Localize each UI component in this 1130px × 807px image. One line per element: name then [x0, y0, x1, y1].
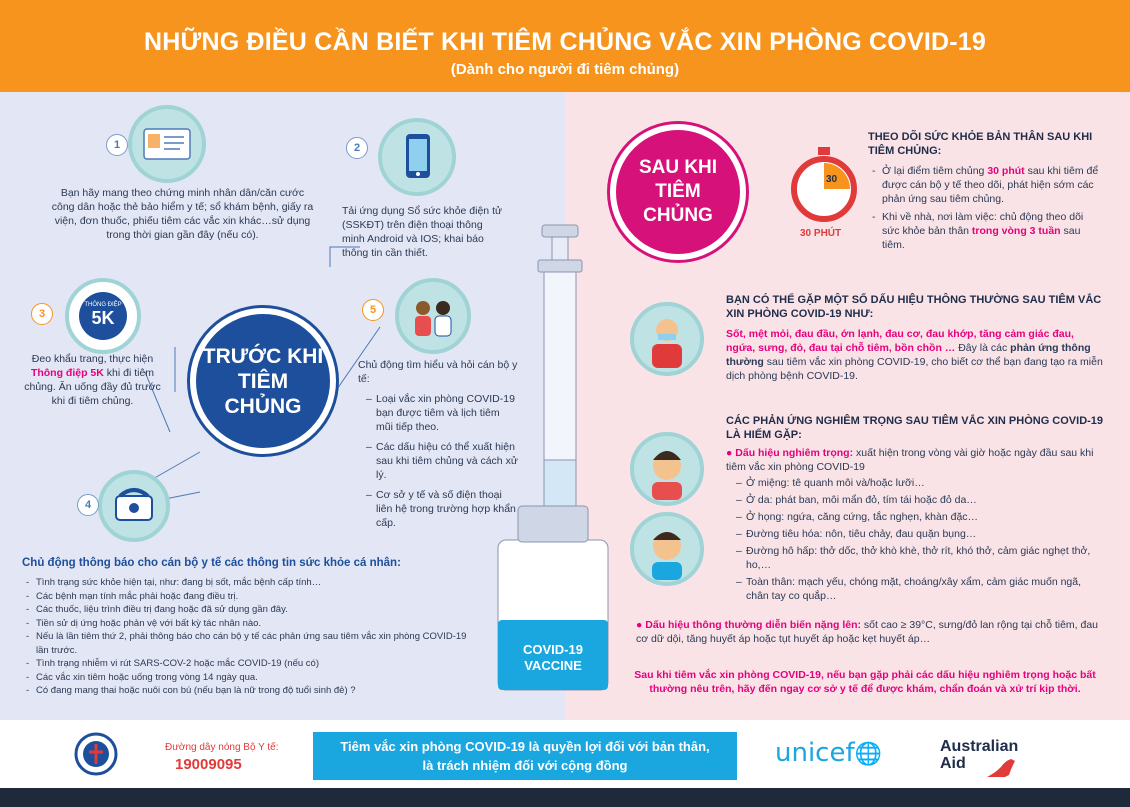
serious-title: CÁC PHẢN ỨNG NGHIÊM TRỌNG SAU TIÊM VẮC XIN PHÒNG COVID-19 LÀ HIẾM GẶP:	[726, 415, 1104, 441]
hotline-number: 19009095	[175, 756, 242, 773]
notify-item: - Tiền sử dị ứng hoặc phản vệ với bất kỳ tác nhân nào.	[26, 617, 476, 631]
after-title-line-2: TIÊM	[655, 181, 701, 202]
serious-reaction-illustration-1	[630, 432, 704, 506]
people-consult-icon	[399, 282, 467, 350]
step-3-text: Đeo khẩu trang, thực hiện Thông điệp 5K khi đi tiêm chủng. Ăn uống đầy đủ trước khi đi tiêm chủng.	[24, 353, 161, 407]
step-5-number: 5	[362, 299, 384, 321]
serious-item: – Ở miệng: tê quanh môi và/hoặc lưỡi…	[736, 476, 1106, 490]
vaccine-label-line-1: COVID-19	[523, 642, 583, 657]
step-1-text: Bạn hãy mang theo chứng minh nhân dân/căn cước công dân hoặc thẻ bảo hiểm y tế; sổ khám bệnh, giấy ra viện, đơn thuốc, phiếu tiêm các vắc xin khác…sử dụng trong thời gian gần đây (nếu có).	[51, 187, 314, 241]
5k-message-badge	[65, 278, 141, 354]
id-card-icon	[132, 109, 202, 179]
step-2-text: Tải ứng dụng Sổ sức khỏe điện tử (SSKĐT) trên điện thoại thông minh Android và IOS; khai báo thông tin cần thiết.	[342, 205, 503, 259]
consultation-illustration	[395, 278, 471, 354]
step-5-item: – Cơ sở y tế và số điện thoại liên hệ trong trường hợp khẩn cấp.	[366, 488, 518, 530]
stopwatch-icon	[790, 145, 858, 225]
notify-item: - Các vắc xin tiêm hoặc uống trong vòng 14 ngày qua.	[26, 671, 476, 685]
common-title: BẠN CÓ THỂ GẶP MỘT SỐ DẤU HIỆU THÔNG THƯỜNG SAU TIÊM VẮC XIN PHÒNG COVID-19 NHƯ:	[726, 294, 1102, 320]
before-vaccination-circle	[190, 308, 336, 454]
before-title-line-1: TRƯỚC KHI	[202, 344, 324, 368]
timer-value: 30	[826, 174, 838, 185]
unicef-logo	[775, 738, 882, 768]
monitor-title: THEO DÕI SỨC KHỎE BẢN THÂN SAU KHI TIÊM CHỦNG:	[868, 131, 1093, 157]
vaccine-label-line-2: VACCINE	[524, 658, 582, 673]
slogan-line-2: là trách nhiệm đối với cộng đồng	[422, 758, 628, 773]
serious-item: – Đường tiêu hóa: nôn, tiêu chảy, đau quặn bụng…	[736, 527, 1106, 541]
notify-item: - Nếu là lần tiêm thứ 2, phải thông báo cho cán bộ y tế các phản ứng sau tiêm vắc xin phòng COVID-19 lần trước.	[26, 630, 476, 657]
notify-item: - Tình trạng sức khỏe hiện tại, như: đang bị sốt, mắc bệnh cấp tính…	[26, 576, 476, 590]
warning-text: Sau khi tiêm vắc xin phòng COVID-19, nếu bạn gặp phải các dấu hiệu nghiêm trọng hoặc bất thường nêu trên, hãy đến ngay cơ sở y tế để được khám, chẩn đoán và xử trí kịp thời.	[634, 669, 1096, 695]
monitor-item: - Ở lại điểm tiêm chủng 30 phút sau khi tiêm để được cán bộ y tế theo dõi, phát hiện sớm các phản ứng sau tiêm chủng.	[872, 164, 1102, 206]
phone-call-illustration	[98, 470, 170, 542]
monitor-list	[872, 164, 1102, 252]
5k-badge-top: THÔNG ĐIỆP	[84, 302, 122, 308]
notify-item: - Các bệnh mạn tính mắc phải hoặc đang điều trị.	[26, 590, 476, 604]
bottom-strip	[0, 788, 1130, 807]
id-card-illustration	[128, 105, 206, 183]
vaccine-label	[498, 642, 608, 674]
fever-person-illustration	[630, 302, 704, 376]
step-5-intro: Chủ động tìm hiểu và hỏi cán bộ y tế:	[358, 359, 518, 385]
step-5-item: – Các dấu hiệu có thể xuất hiện sau khi tiêm chủng và cách xử lý.	[366, 440, 518, 482]
common-text: Sốt, mệt mỏi, đau đầu, ớn lạnh, đau cơ, đau khớp, tăng cảm giác đau, ngứa, sưng, đỏ, đau tại chỗ tiêm, bồn chồn … Đây là các phản ứng thông thường sau tiêm vắc xin phòng COVID-19, cho biết cơ thể bạn đang tạo ra miễn dịch phòng bệnh COVID-19.	[726, 328, 1103, 382]
serious-item: – Toàn thân: mạch yếu, chóng mặt, choáng/xây xẩm, cảm giác muốn ngã, chân tay co quắp…	[736, 575, 1106, 603]
step-2-number: 2	[346, 137, 368, 159]
sick-person-icon	[634, 306, 700, 372]
aus-aid-line-1: Australian	[940, 738, 1019, 755]
before-title-line-2: TIÊM	[237, 369, 289, 393]
notify-title: Chủ động thông báo cho cán bộ y tế các thông tin sức khỏe cá nhân:	[22, 557, 401, 569]
notify-item: - Các thuốc, liệu trình điều trị đang hoặc đã sử dụng gần đây.	[26, 603, 476, 617]
5k-badge-main: 5K	[91, 308, 115, 328]
serious-item: – Đường hô hấp: thở dốc, thở khò khè, thở rít, khó thở, cảm giác nghẹt thở, ho,…	[736, 544, 1106, 572]
step-4-number: 4	[77, 494, 99, 516]
after-title-line-3: CHỦNG	[643, 205, 713, 226]
telephone-icon	[102, 474, 166, 538]
slogan-banner	[313, 732, 737, 780]
phone-app-illustration	[378, 118, 456, 196]
after-vaccination-circle	[610, 124, 746, 260]
serious-sign: ● Dấu hiệu nghiêm trọng: xuất hiện trong vòng vài giờ hoặc ngày đầu sau khi tiêm vắc xin phòng COVID-19	[726, 447, 1094, 473]
ministry-of-health-logo	[74, 732, 118, 776]
unicef-wordmark: unicef	[775, 738, 855, 768]
worsening-sign: ● Dấu hiệu thông thường diễn biến nặng lên: sốt cao ≥ 39°C, sưng/đỏ lan rộng tại chỗ tiêm, đau cơ dữ dội, tăng huyết áp hoặc tụt huyết áp hoặc kẹt huyết áp…	[636, 619, 1099, 645]
notify-item: - Có đang mang thai hoặc nuôi con bú (nếu bạn là nữ trong độ tuổi sinh đẻ) ?	[26, 684, 476, 698]
before-title-line-3: CHỦNG	[224, 394, 302, 418]
slogan-line-1: Tiêm vắc xin phòng COVID-19 là quyền lợi đối với bản thân,	[340, 739, 710, 754]
dizzy-person-icon	[634, 436, 700, 502]
rash-person-icon	[634, 516, 700, 582]
notify-list	[26, 576, 476, 698]
unicef-globe-icon: 🌐	[854, 742, 883, 767]
serious-item: – Ở da: phát ban, môi mẩn đỏ, tím tái hoặc đỏ da…	[736, 493, 1106, 507]
page-subtitle: (Dành cho người đi tiêm chủng)	[450, 61, 680, 78]
notify-item: - Tình trạng nhiễm vi rút SARS-COV-2 hoặc mắc COVID-19 (nếu có)	[26, 657, 476, 671]
header-banner	[0, 0, 1130, 92]
step-1-number: 1	[106, 134, 128, 156]
serious-list	[736, 476, 1106, 603]
timer-label: 30 PHÚT	[800, 228, 842, 239]
hotline-label: Đường dây nóng Bộ Y tế:	[165, 742, 279, 753]
page-title: NHỮNG ĐIỀU CẦN BIẾT KHI TIÊM CHỦNG VẮC XIN PHÒNG COVID-19	[144, 28, 986, 56]
step-5-item: – Loại vắc xin phòng COVID-19 bạn được tiêm và lịch tiêm mũi tiếp theo.	[366, 392, 518, 434]
serious-item: – Ở họng: ngứa, căng cứng, tắc nghẹn, khàn đặc…	[736, 510, 1106, 524]
after-title-line-1: SAU KHI	[638, 157, 718, 178]
serious-reaction-illustration-2	[630, 512, 704, 586]
kangaroo-icon	[985, 755, 1021, 781]
monitor-item: - Khi về nhà, nơi làm việc: chủ động theo dõi sức khỏe bản thân trong vòng 3 tuần sau tiêm.	[872, 210, 1102, 252]
smartphone-icon	[382, 122, 452, 192]
aus-aid-line-2: Aid	[940, 755, 966, 772]
step-3-number: 3	[31, 303, 53, 325]
